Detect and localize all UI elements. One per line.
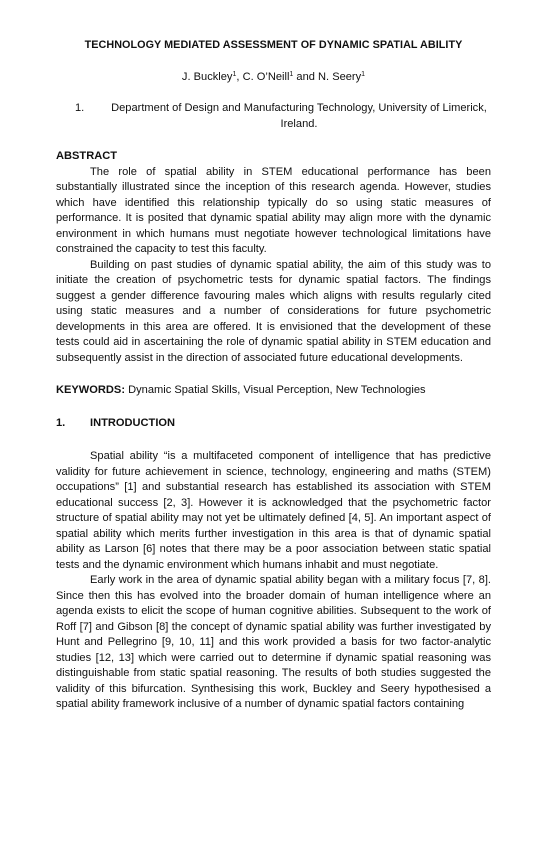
keywords-text: Dynamic Spatial Skills, Visual Perception, New Technologies	[125, 384, 426, 396]
author-affiliation-marker: 1	[361, 71, 366, 78]
author-affiliation-marker: 1	[289, 71, 294, 78]
affiliation-number: 1.	[75, 102, 85, 114]
section-number: 1.	[56, 416, 66, 429]
abstract-heading: ABSTRACT	[56, 150, 118, 162]
introduction-paragraph: Early work in the area of dynamic spatial ability began with a military focus [7, 8]. Since then this has evolved into the broader domain of human intelligence where an agenda exists to elicit the scope of human cognitive abilities. Subsequent to the work of Roff [7] and Gibson [8] the concept of dynamic spatial ability was further investigated by Hunt and Pellegrino [9, 10, 11] and this work provided a basis for two factor-analytic studies [12, 13] which were carried out to determine if dynamic spatial reasoning was distinguishable from static spatial reasoning. The results of both studies suggested the validity of this bifurcation. Synthesising this work, Buckley and Seery hypothesised a spatial ability framework inclusive of a number of dynamic spatial factors containing	[56, 574, 491, 710]
author-name: C. O’Neill	[242, 71, 290, 83]
section-title: INTRODUCTION	[90, 416, 176, 429]
abstract-paragraph: The role of spatial ability in STEM educational performance has been substantially illustrated since the inception of this research agenda. However, studies which have identified this relationship typically do so using static measures of performance. It is posited that dynamic spatial ability may align more with the dynamic environment in which humans must negotiate however technological limitations have constrained the capacity to test this faculty.	[56, 165, 491, 255]
abstract-paragraph: Building on past studies of dynamic spatial ability, the aim of this study was to initiate the creation of psychometric tests for dynamic spatial factors. The findings suggest a gender difference favouring males which aligns with results regularly cited using static measures and a number of considerations for future psychometric developments in this area are offered. It is envisioned that the development of these tests could aid in ascertaining the role of dynamic spatial ability in STEM education and subsequently assist in the direction of associated future educational developments.	[56, 258, 491, 364]
keywords-label: KEYWORDS:	[56, 384, 126, 396]
author-list	[56, 70, 491, 84]
author-separator: and	[293, 71, 319, 83]
introduction-heading	[56, 416, 491, 432]
author-separator: ,	[236, 71, 243, 83]
introduction-paragraph: Spatial ability “is a multifaceted component of intelligence that has predictive validity for future achievement in science, technology, engineering and maths (STEM) occupations” [1] and substantial research has established its association with STEM educational success [2, 3]. However it is acknowledged that the psychometric factor structure of spatial ability may not yet be ultimately defined [4, 5]. An important aspect of spatial ability which merits further investigation in this area is that of dynamic spatial ability as Larson [6] notes that there may be a poor association between static spatial tests and the dynamic environment which humans inhabit and must negotiate.	[56, 450, 491, 571]
affiliation	[75, 101, 491, 132]
author-name: N. Seery	[318, 71, 362, 83]
affiliation-text: Department of Design and Manufacturing Technology, University of Limerick, Ireland.	[111, 102, 487, 130]
author-name: J. Buckley	[181, 71, 233, 83]
paper-title: TECHNOLOGY MEDIATED ASSESSMENT OF DYNAMIC SPATIAL ABILITY	[84, 39, 463, 51]
paper-page	[56, 38, 491, 713]
author-affiliation-marker: 1	[232, 71, 237, 78]
keywords	[56, 383, 491, 399]
